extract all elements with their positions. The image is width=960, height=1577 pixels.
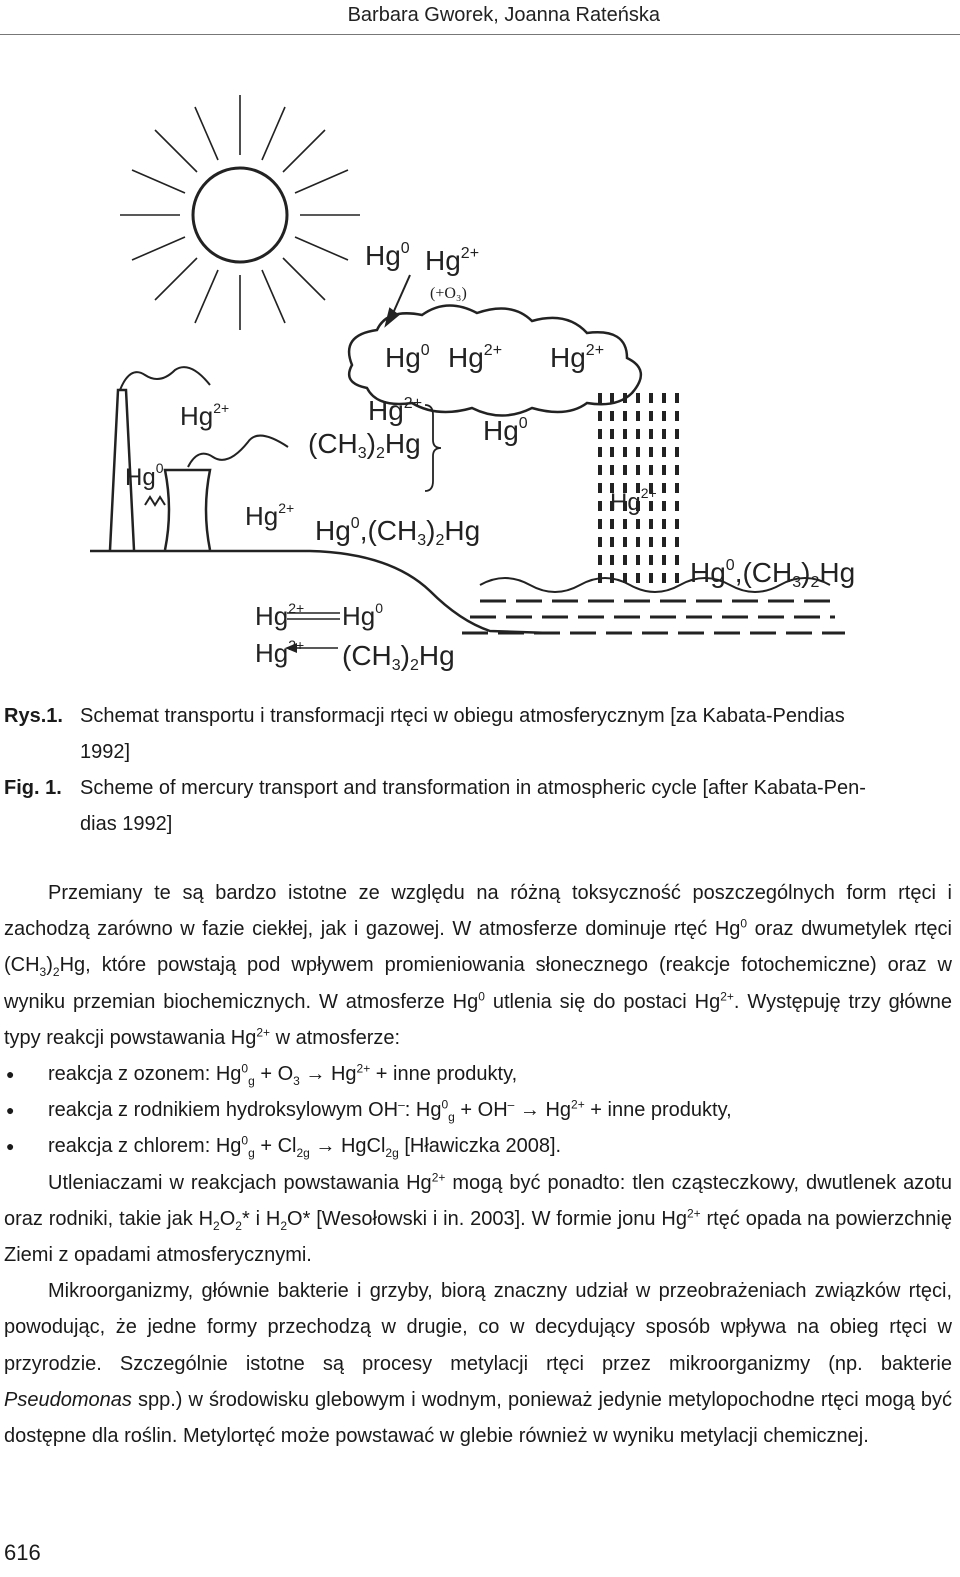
label-hg2-rain: $Hg^{2+}$ [610, 485, 657, 516]
label-hg0-mid: Hg$^0$ [483, 415, 528, 446]
page-number: 616 [4, 1540, 41, 1565]
bullet-icon: ● [6, 1066, 15, 1083]
paragraph-3: Mikroorganizmy, głównie bakterie i grzyby, biorą znaczny udział w przeobrażeniach związków rtęci, powodując, że jedne formy przechodzą w drugie, co w decydujący sposób wpływa na obieg rtęci w przyrodzie. Szczególnie istotne są procesy metylacji rtęci przez mikroorganizmy (np. bakterie Pseudomonas spp.) w środowisku glebowym i wodnym, ponieważ jedynie metylopochodne rtęci mogą być dostępne dla roślin. Metylortęć może powstawać w glebie również w wyniku metylacji chemicznej. [4, 1280, 952, 1448]
label-o3: (+O₃) [430, 285, 467, 302]
body-text [4, 875, 952, 1454]
label-hg0-methyl-water: Hg$^0$,(CH3)2Hg [690, 557, 856, 591]
label-hg0-top: Hg$^0$ [365, 240, 410, 271]
caption-pl-line1: Schemat transportu i transformacji rtęci w obiegu atmosferycznym [za Kabata-Pendias [80, 705, 845, 727]
caption-en-line2: dias 1992] [80, 813, 173, 835]
caption-pl-label: Rys.1. [4, 705, 63, 727]
ground [90, 551, 550, 633]
header-authors: Barbara Gworek, Joanna Rateńska [347, 4, 660, 26]
bullet-hydroxyl: ● reakcja z rodnikiem hydroksylowym OH–: $Hg^0_g + OH^- \to Hg^{2+}$ + inne produkty, [4, 1092, 952, 1128]
label-eq1-left: $Hg^{2+}$ [255, 600, 305, 631]
label-hg2-chimney: $Hg^{2+}$ [180, 400, 230, 431]
caption-pl [4, 698, 954, 770]
water-lines [462, 601, 845, 633]
caption-en-label: Fig. 1. [4, 777, 62, 799]
bullet-icon: ● [6, 1138, 15, 1155]
sun-icon [193, 168, 287, 262]
caption-en-line1: Scheme of mercury transport and transformation in atmospheric cycle [after Kabata-Pen- [80, 777, 866, 799]
label-hg0-cloud: Hg$^0$ [385, 342, 430, 373]
label-hg2-cloud2: $Hg^{2+}$ [550, 342, 605, 373]
mercury-cycle-figure [90, 85, 870, 685]
label-hg2-cloud: $Hg^{2+}$ [448, 342, 503, 373]
species-name: Pseudomonas [4, 1388, 132, 1411]
sun-rays [120, 95, 360, 330]
paragraph-1: Przemiany te są bardzo istotne ze względu na różną toksyczność poszczególnych form rtęci i zachodzą zarówno w fazie ciekłej, jak i gazowej. W atmosferze dominuje rtęć Hg$^0$ oraz dwumetylek rtęci $(CH_3)_2Hg$, które powstają pod wpływem promieniowania słonecznego (reakcje fotochemiczne) oraz w wyniku przemian biochemicznych. W atmosferze Hg$^0$ utlenia się do postaci $Hg^{2+}$. Występuję trzy główne typy reakcji powstawania $Hg^{2+}$ w atmosferze: [4, 882, 953, 1049]
label-methyl-mid: (CH3)2Hg [308, 428, 421, 462]
bullet-icon: ● [6, 1102, 15, 1119]
bullet-chlorine: ● reakcja z chlorem: $Hg^0_g + Cl_{2g}$ → HgCl$_{2g}$ [Hławiczka 2008]. [4, 1128, 952, 1164]
cooling-tower [165, 470, 210, 550]
bullet-ozone: ● reakcja z ozonem: $Hg^0_g + O_3 \to Hg^{2+}$ + inne produkty, [4, 1056, 952, 1092]
label-hg2-top: $Hg^{2+}$ [425, 245, 480, 276]
label-hg0-methyl-ground: Hg$^0$,(CH3)2Hg [315, 515, 481, 549]
label-hg0-chimney: Hg$^0$ [125, 460, 164, 491]
label-hg2-ground: $Hg^{2+}$ [245, 500, 295, 531]
running-header [0, 0, 960, 35]
paragraph-2: Utleniaczami w reakcjach powstawania $Hg^{2+}$ mogą być ponadto: tlen cząsteczkowy, dwutlenek azotu oraz rodniki, takie jak $H_2O_2*$ i $H_2O*$ [Wesołowski i in. 2003]. W formie jonu $Hg^{2+}$ rtęć opada na powierzchnię Ziemi z opadami atmosferycznymi. [4, 1169, 952, 1267]
label-eq2-left: $Hg^{2+}$ [255, 637, 305, 668]
label-eq1-right: Hg$^0$ [342, 600, 384, 631]
caption-pl-line2: 1992] [80, 741, 131, 763]
caption-en [4, 770, 954, 842]
label-hg2-mid: $Hg^{2+}$ [368, 395, 423, 426]
label-eq2-right: (CH3)2Hg [342, 640, 455, 674]
